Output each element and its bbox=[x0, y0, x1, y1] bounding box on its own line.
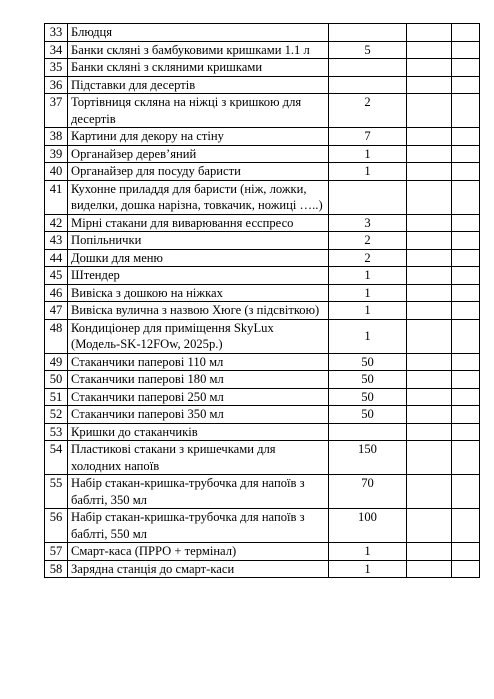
empty-cell bbox=[407, 267, 452, 285]
empty-cell bbox=[407, 509, 452, 543]
quantity-cell: 2 bbox=[329, 249, 407, 267]
row-number-cell: 37 bbox=[45, 94, 68, 128]
empty-cell bbox=[452, 76, 480, 94]
empty-cell bbox=[407, 76, 452, 94]
empty-cell bbox=[407, 24, 452, 42]
item-name-cell: Набір стакан-кришка-трубочка для напоїв з баблті, 350 мл bbox=[68, 475, 329, 509]
table-row bbox=[45, 232, 480, 250]
row-number-cell: 58 bbox=[45, 560, 68, 578]
row-number-cell: 38 bbox=[45, 128, 68, 146]
table-row bbox=[45, 76, 480, 94]
empty-cell bbox=[452, 41, 480, 59]
row-number-cell: 40 bbox=[45, 163, 68, 181]
item-name-cell: Стаканчики паперові 110 мл bbox=[68, 353, 329, 371]
row-number-cell: 34 bbox=[45, 41, 68, 59]
item-name-cell: Органайзер для посуду баристи bbox=[68, 163, 329, 181]
empty-cell bbox=[452, 94, 480, 128]
row-number-cell: 46 bbox=[45, 284, 68, 302]
inventory-table-body bbox=[45, 24, 480, 578]
table-row bbox=[45, 267, 480, 285]
empty-cell bbox=[452, 353, 480, 371]
item-name-cell: Штендер bbox=[68, 267, 329, 285]
table-row bbox=[45, 145, 480, 163]
table-row bbox=[45, 163, 480, 181]
table-row bbox=[45, 94, 480, 128]
table-row bbox=[45, 509, 480, 543]
quantity-cell bbox=[329, 76, 407, 94]
row-number-cell: 55 bbox=[45, 475, 68, 509]
table-row bbox=[45, 214, 480, 232]
table-row bbox=[45, 423, 480, 441]
item-name-cell: Картини для декору на стіну bbox=[68, 128, 329, 146]
item-name-cell: Вивіска з дошкою на ніжках bbox=[68, 284, 329, 302]
row-number-cell: 52 bbox=[45, 406, 68, 424]
quantity-cell: 1 bbox=[329, 284, 407, 302]
empty-cell bbox=[407, 41, 452, 59]
empty-cell bbox=[407, 232, 452, 250]
empty-cell bbox=[407, 302, 452, 320]
row-number-cell: 42 bbox=[45, 214, 68, 232]
table-row bbox=[45, 475, 480, 509]
quantity-cell: 1 bbox=[329, 560, 407, 578]
row-number-cell: 54 bbox=[45, 441, 68, 475]
empty-cell bbox=[452, 543, 480, 561]
quantity-cell: 1 bbox=[329, 267, 407, 285]
empty-cell bbox=[407, 388, 452, 406]
item-name-cell: Набір стакан-кришка-трубочка для напоїв з баблті, 550 мл bbox=[68, 509, 329, 543]
row-number-cell: 50 bbox=[45, 371, 68, 389]
empty-cell bbox=[407, 423, 452, 441]
table-row bbox=[45, 128, 480, 146]
empty-cell bbox=[407, 128, 452, 146]
empty-cell bbox=[452, 24, 480, 42]
empty-cell bbox=[452, 302, 480, 320]
item-name-cell: Пластикові стакани з кришечками для холодних напоїв bbox=[68, 441, 329, 475]
empty-cell bbox=[452, 59, 480, 77]
table-row bbox=[45, 371, 480, 389]
quantity-cell: 50 bbox=[329, 353, 407, 371]
quantity-cell: 5 bbox=[329, 41, 407, 59]
quantity-cell: 50 bbox=[329, 388, 407, 406]
item-name-cell: Мірні стакани для виварювання есспресо bbox=[68, 214, 329, 232]
quantity-cell: 1 bbox=[329, 145, 407, 163]
quantity-cell: 1 bbox=[329, 319, 407, 353]
empty-cell bbox=[452, 475, 480, 509]
empty-cell bbox=[452, 214, 480, 232]
empty-cell bbox=[407, 284, 452, 302]
table-row bbox=[45, 543, 480, 561]
item-name-cell: Вивіска вулична з назвою Хюге (з підсвіткою) bbox=[68, 302, 329, 320]
table-row bbox=[45, 441, 480, 475]
empty-cell bbox=[452, 145, 480, 163]
empty-cell bbox=[452, 509, 480, 543]
empty-cell bbox=[407, 406, 452, 424]
table-row bbox=[45, 560, 480, 578]
item-name-cell: Органайзер дерев’яний bbox=[68, 145, 329, 163]
empty-cell bbox=[452, 560, 480, 578]
table-row bbox=[45, 284, 480, 302]
quantity-cell bbox=[329, 59, 407, 77]
empty-cell bbox=[407, 59, 452, 77]
empty-cell bbox=[407, 560, 452, 578]
empty-cell bbox=[407, 371, 452, 389]
empty-cell bbox=[452, 423, 480, 441]
quantity-cell: 50 bbox=[329, 406, 407, 424]
empty-cell bbox=[452, 388, 480, 406]
item-name-cell: Тортівниця скляна на ніжці з кришкою для десертів bbox=[68, 94, 329, 128]
empty-cell bbox=[452, 163, 480, 181]
table-row bbox=[45, 353, 480, 371]
empty-cell bbox=[407, 353, 452, 371]
row-number-cell: 33 bbox=[45, 24, 68, 42]
row-number-cell: 51 bbox=[45, 388, 68, 406]
empty-cell bbox=[452, 319, 480, 353]
empty-cell bbox=[407, 214, 452, 232]
empty-cell bbox=[452, 371, 480, 389]
empty-cell bbox=[452, 249, 480, 267]
quantity-cell: 1 bbox=[329, 543, 407, 561]
item-name-cell: Дошки для меню bbox=[68, 249, 329, 267]
table-row bbox=[45, 59, 480, 77]
table-row bbox=[45, 180, 480, 214]
item-name-cell: Стаканчики паперові 350 мл bbox=[68, 406, 329, 424]
empty-cell bbox=[452, 441, 480, 475]
empty-cell bbox=[452, 284, 480, 302]
empty-cell bbox=[407, 163, 452, 181]
empty-cell bbox=[407, 475, 452, 509]
item-name-cell: Банки скляні з бамбуковими кришками 1.1 л bbox=[68, 41, 329, 59]
item-name-cell: Стаканчики паперові 180 мл bbox=[68, 371, 329, 389]
empty-cell bbox=[407, 441, 452, 475]
empty-cell bbox=[407, 249, 452, 267]
inventory-table bbox=[44, 23, 480, 578]
item-name-cell: Стаканчики паперові 250 мл bbox=[68, 388, 329, 406]
quantity-cell: 2 bbox=[329, 232, 407, 250]
empty-cell bbox=[407, 145, 452, 163]
quantity-cell: 150 bbox=[329, 441, 407, 475]
quantity-cell bbox=[329, 180, 407, 214]
row-number-cell: 36 bbox=[45, 76, 68, 94]
quantity-cell bbox=[329, 423, 407, 441]
row-number-cell: 39 bbox=[45, 145, 68, 163]
table-row bbox=[45, 41, 480, 59]
item-name-cell: Кухонне приладдя для баристи (ніж, ложки, виделки, дошка нарізна, товкачик, ножиці …..) bbox=[68, 180, 329, 214]
quantity-cell: 100 bbox=[329, 509, 407, 543]
row-number-cell: 35 bbox=[45, 59, 68, 77]
item-name-cell: Смарт-каса (ПРРО + термінал) bbox=[68, 543, 329, 561]
item-name-cell: Блюдця bbox=[68, 24, 329, 42]
table-row bbox=[45, 388, 480, 406]
item-name-cell: Підставки для десертів bbox=[68, 76, 329, 94]
quantity-cell: 70 bbox=[329, 475, 407, 509]
empty-cell bbox=[452, 128, 480, 146]
quantity-cell: 50 bbox=[329, 371, 407, 389]
empty-cell bbox=[407, 543, 452, 561]
row-number-cell: 43 bbox=[45, 232, 68, 250]
empty-cell bbox=[452, 232, 480, 250]
quantity-cell: 3 bbox=[329, 214, 407, 232]
item-name-cell: Зарядна станція до смарт-каси bbox=[68, 560, 329, 578]
quantity-cell bbox=[329, 24, 407, 42]
item-name-cell: Банки скляні з скляними кришками bbox=[68, 59, 329, 77]
quantity-cell: 1 bbox=[329, 163, 407, 181]
row-number-cell: 41 bbox=[45, 180, 68, 214]
row-number-cell: 48 bbox=[45, 319, 68, 353]
empty-cell bbox=[452, 267, 480, 285]
row-number-cell: 56 bbox=[45, 509, 68, 543]
empty-cell bbox=[407, 319, 452, 353]
row-number-cell: 45 bbox=[45, 267, 68, 285]
row-number-cell: 47 bbox=[45, 302, 68, 320]
row-number-cell: 57 bbox=[45, 543, 68, 561]
table-row bbox=[45, 406, 480, 424]
quantity-cell: 2 bbox=[329, 94, 407, 128]
quantity-cell: 7 bbox=[329, 128, 407, 146]
table-row bbox=[45, 302, 480, 320]
table-row bbox=[45, 249, 480, 267]
empty-cell bbox=[452, 406, 480, 424]
empty-cell bbox=[452, 180, 480, 214]
row-number-cell: 53 bbox=[45, 423, 68, 441]
table-row bbox=[45, 24, 480, 42]
item-name-cell: Кришки до стаканчиків bbox=[68, 423, 329, 441]
table-row bbox=[45, 319, 480, 353]
quantity-cell: 1 bbox=[329, 302, 407, 320]
item-name-cell: Кондиціонер для приміщення SkyLux (Модель-SK-12FOw, 2025р.) bbox=[68, 319, 329, 353]
item-name-cell: Попільнички bbox=[68, 232, 329, 250]
empty-cell bbox=[407, 94, 452, 128]
row-number-cell: 44 bbox=[45, 249, 68, 267]
empty-cell bbox=[407, 180, 452, 214]
row-number-cell: 49 bbox=[45, 353, 68, 371]
